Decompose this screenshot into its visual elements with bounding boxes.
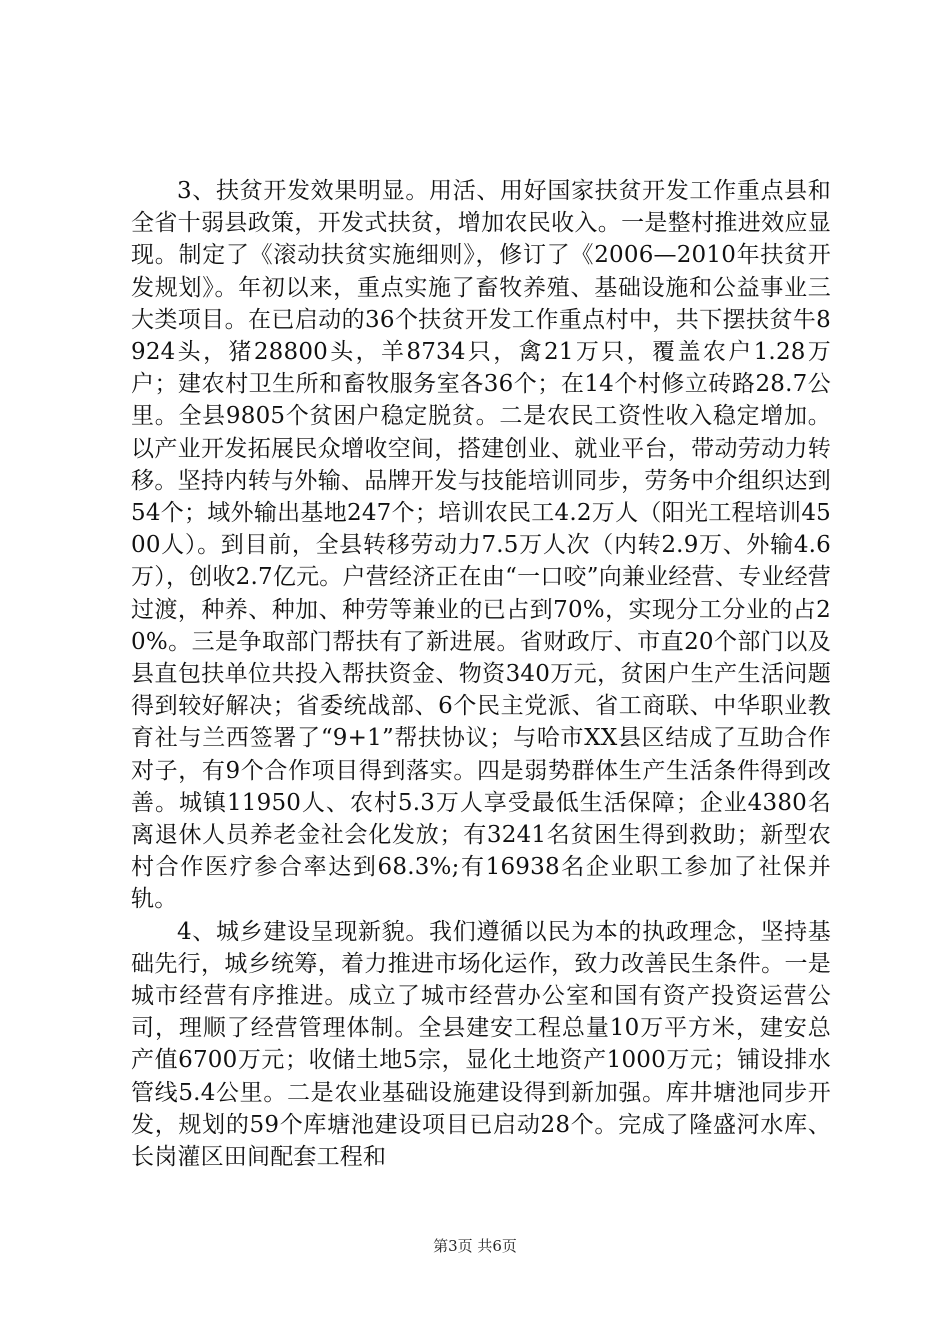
paragraph-poverty-alleviation: 3、扶贫开发效果明显。用活、用好国家扶贫开发工作重点县和全省十弱县政策，开发式扶贫，增加农民收入。一是整村推进效应显现。制定了《滚动扶贫实施细则》，修订了《2006—2010年扶贫开发规划》。年初以来，重点实施了畜牧养殖、基础设施和公益事业三大类项目。在已启动的36个扶贫开发工作重点村中，共下摆扶贫牛8924头，猪28800头，羊8734只，禽21万只，覆盖农户1.28万户；建农村卫生所和畜牧服务室各36个；在14个村修立砖路28.7公里。全县9805个贫困户稳定脱贫。二是农民工资性收入稳定增加。以产业开发拓展民众增收空间，搭建创业、就业平台，带动劳动力转移。坚持内转与外输、品牌开发与技能培训同步，劳务中介组织达到54个；域外输出基地247个；培训农民工4.2万人（阳光工程培训4500人）。到目前，全县转移劳动力7.5万人次（内转2.9万、外输4.6万），创收2.7亿元。户营经济正在由“一口咬”向兼业经营、专业经营过渡，种养、种加、种劳等兼业的已占到70%，实现分工分业的占20%。三是争取部门帮扶有了新进展。省财政厅、市直20个部门以及县直包扶单位共投入帮扶资金、物资340万元，贫困户生产生活问题得到较好解决；省委统战部、6个民主党派、省工商联、中华职业教育社与兰西签署了“9+1”帮扶协议；与哈市XX县区结成了互助合作对子，有9个合作项目得到落实。四是弱势群体生产生活条件得到改善。城镇11950人、农村5.3万人享受最低生活保障；企业4380名离退休人员养老金社会化发放；有3241名贫困生得到救助；新型农村合作医疗参合率达到68.3%;有16938名企业职工参加了社保并轨。 (131, 178, 831, 913)
paragraph-urban-rural-construction: 4、城乡建设呈现新貌。我们遵循以民为本的执政理念，坚持基础先行，城乡统筹，着力推进市场化运作，致力改善民生条件。一是城市经营有序推进。成立了城市经营办公室和国有资产投资运营公司，理顺了经营管理体制。全县建安工程总量10万平方米，建安总产值6700万元；收储土地5宗，显化土地资产1000万元；铺设排水管线5.4公里。二是农业基础设施建设得到新加强。库井塘池同步开发，规划的59个库塘池建设项目已启动28个。完成了隆盛河水库、长岗灌区田间配套工程和 (131, 918, 831, 1171)
document-body (131, 175, 831, 1173)
page-number-footer: 第3页 共6页 (433, 1237, 517, 1255)
